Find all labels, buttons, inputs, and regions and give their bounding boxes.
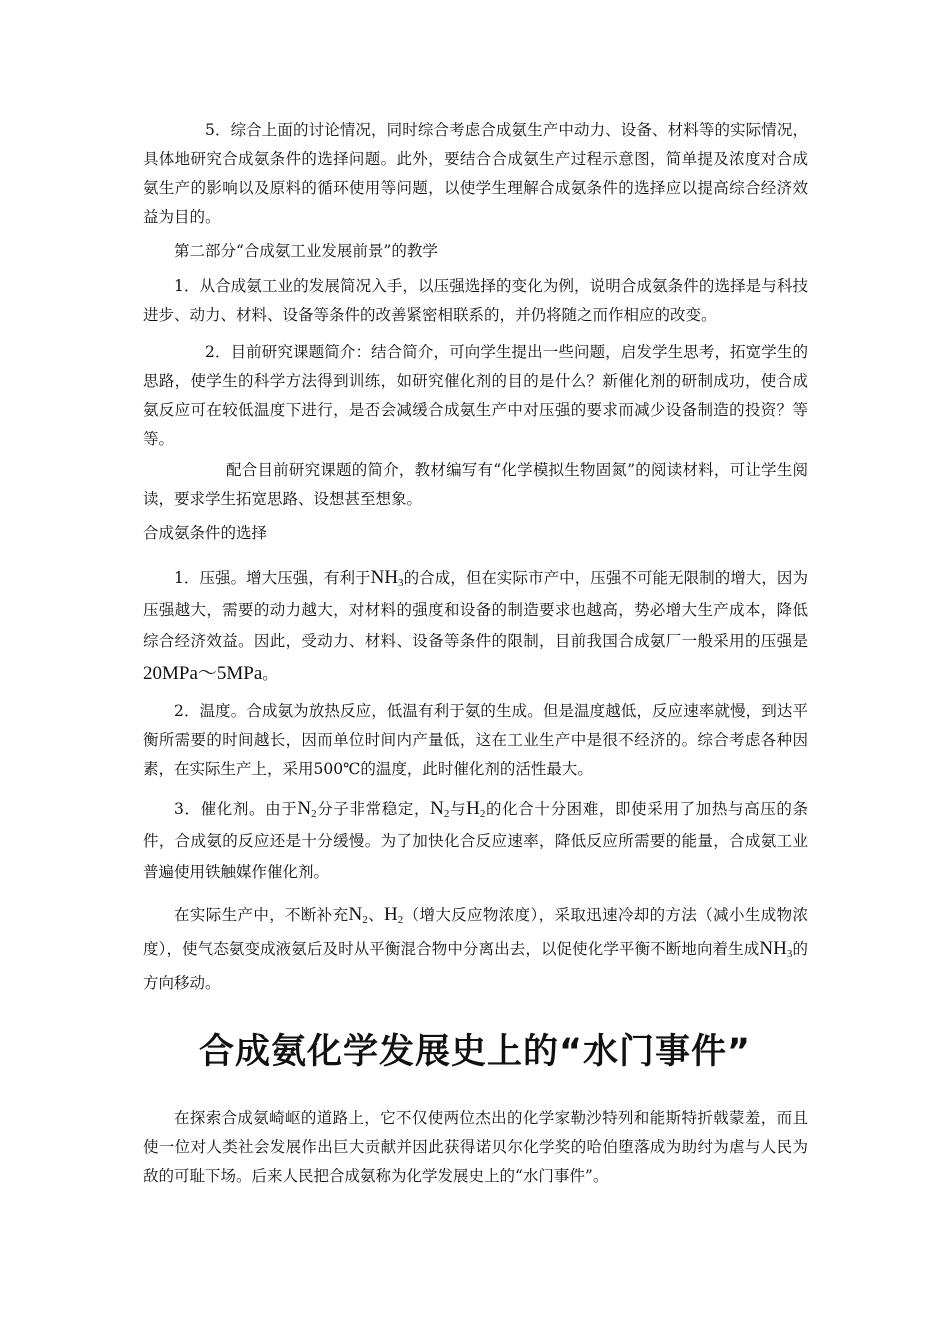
formula-nh3: $NH_3$: [370, 567, 404, 589]
pressure-range: 20MPa～5MPa: [143, 662, 263, 684]
part2-reading-note: 配合目前研究课题的简介，教材编写有“化学模拟生物固氮”的阅读材料，可让学生阅读，要求学生拓宽思路、设想甚至想象。: [143, 461, 808, 508]
formula-n2: $N_2$: [348, 904, 368, 926]
formula-nh3: $NH_3$: [759, 938, 793, 960]
formula-n2: $N_2$: [297, 798, 317, 820]
formula-h2: $H_2$: [466, 798, 486, 820]
section-heading: 合成氨化学发展史上的“水门事件”: [198, 1032, 751, 1072]
production-paragraph: 在实际生产中，不断补充$N_2$、$H_2$（增大反应物浓度），采取迅速冷却的方法（减小生成物浓度），使气态氨变成液氨后及时从平衡混合物中分离出去，以促使化学平衡不断地向着生成$NH_3$的方向移动。: [143, 904, 808, 992]
formula-h2: $H_2$: [383, 904, 404, 926]
paragraph-item-5: 5．综合上面的讨论情况，同时综合考虑合成氨生产中动力、设备、材料等的实际情况，具体地研究合成氨条件的选择问题。此外，要结合合成氨生产过程示意图，简单提及浓度对合成氨生产的影响以及原料的循环使用等问题，以使学生理解合成氨条件的选择应以提高综合经济效益为目的。: [143, 121, 808, 226]
condition-pressure: 1．压强。增大压强，有利于$NH_3$的合成，但在实际市产中，压强不可能无限制的增大，因为压强越大，需要的动力越大，对材料的强度和设备的制造要求也越高，势必增大生产成本，降低综合经济效益。因此，受动力、材料、设备等条件的限制，目前我国合成氨厂一般采用的压强是20MPa～5MPa。: [143, 567, 808, 684]
history-paragraph: 在探索合成氨崎岖的道路上，它不仅使两位杰出的化学家勒沙特列和能斯特折戟蒙羞，而且使一位对人类社会发展作出巨大贡献并因此获得诺贝尔化学奖的哈伯堕落成为助纣为虐与人民为敌的可耻下场。后来人民把合成氨称为化学发展史上的“水门事件”。: [143, 1109, 808, 1185]
part2-item-2: 2．目前研究课题简介：结合简介，可向学生提出一些问题，启发学生思考，拓宽学生的思路，使学生的科学方法得到训练，如研究催化剂的目的是什么？新催化剂的研制成功，使合成氨反应可在较低温度下进行，是否会减缓合成氨生产中对压强的要求而减少设备制造的投资？等等。: [143, 343, 808, 448]
condition-catalyst: 3．催化剂。由于$N_2$分子非常稳定，$N_2$与$H_2$的化合十分困难，即使采用了加热与高压的条件，合成氨的反应还是十分缓慢。为了加快化合反应速率，降低反应所需要的能量，合成氨工业普遍使用铁触媒作催化剂。: [143, 798, 808, 881]
part2-title: 第二部分“合成氨工业发展前景”的教学: [174, 242, 438, 260]
conditions-title: 合成氨条件的选择: [143, 524, 268, 542]
condition-temperature: 2．温度。合成氨为放热反应，低温有利于氨的生成。但是温度越低，反应速率就慢，到达平衡所需要的时间越长，因而单位时间内产量低，这在工业生产中是很不经济的。综合考虑各种因素，在实际生产上，采用500℃的温度，此时催化剂的活性最大。: [143, 702, 808, 778]
part2-item-1: 1．从合成氨工业的发展简况入手，以压强选择的变化为例，说明合成氨条件的选择是与科技进步、动力、材料、设备等条件的改善紧密相联系的，并仍将随之而作相应的改变。: [143, 277, 808, 324]
formula-n2: $N_2$: [430, 798, 450, 820]
